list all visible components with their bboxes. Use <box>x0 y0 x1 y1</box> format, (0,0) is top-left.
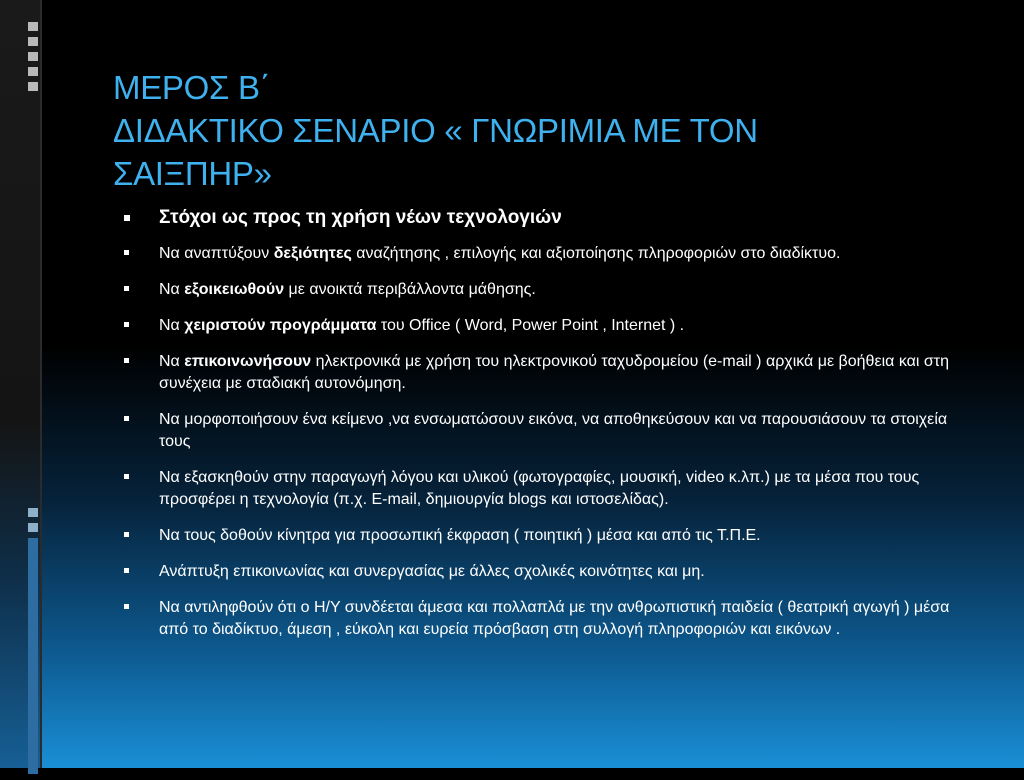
lead-bullet <box>122 205 967 231</box>
item-bold: επικοινωνήσουν <box>184 353 312 370</box>
square-bullet-icon <box>124 250 129 255</box>
item-text: Να <box>159 353 185 370</box>
list-item <box>122 243 967 265</box>
list-item <box>122 351 967 395</box>
square-bullet-icon <box>124 286 129 291</box>
square-bullet-icon <box>124 532 129 537</box>
top-decorative-marks <box>28 22 38 97</box>
item-text: Να αντιληφθούν ότι ο Η/Υ συνδέεται άμεσα και πολλαπλά με την ανθρωπιστική παιδεία ( θεατρική αγωγή ) μέσα από το διαδίκτυο, άμεση , εύκολη και ευρεία πρόσβαση στη συλλογή πληροφοριών και εικόνων . <box>159 599 950 638</box>
square-bullet-icon <box>124 358 129 363</box>
list-item <box>122 597 967 641</box>
decor-mark <box>28 22 38 31</box>
title-line: ΔΙΔΑΚΤΙΚΟ ΣΕΝΑΡΙΟ « ΓΝΩΡΙΜΙΑ ΜΕ ΤΟΝ <box>113 112 758 149</box>
decor-mark <box>28 523 38 532</box>
item-text: Να αναπτύξουν <box>159 245 274 262</box>
decor-mark <box>28 508 38 517</box>
item-text: του Office ( Word, Power Point , Internet ) . <box>376 317 685 334</box>
item-text: Να <box>159 317 185 334</box>
item-text: αναζήτησης , επιλογής και αξιοποίησης πληροφοριών στο διαδίκτυο. <box>351 245 841 262</box>
item-text: Να μορφοποιήσουν ένα κείμενο ,να ενσωματώσουν εικόνα, να αποθηκεύσουν και να παρουσιάσουν τα στοιχεία τους <box>159 411 948 450</box>
square-bullet-icon <box>124 474 129 479</box>
square-bullet-icon <box>124 322 129 327</box>
decor-mark <box>28 37 38 46</box>
list-item <box>122 525 967 547</box>
square-bullet-icon <box>124 604 129 609</box>
decor-mark <box>28 82 38 91</box>
item-bold: εξοικειωθούν <box>184 281 285 298</box>
item-bold: δεξιότητες <box>273 245 352 262</box>
title-line: ΣΑΙΞΠΗΡ» <box>113 155 272 192</box>
item-text: ηλεκτρονικά με χρήση του ηλεκτρονικού ταχυδρομείου (e-mail ) αρχικά με βοήθεια και στη συνέχεια με σταδιακή αυτονόμηση. <box>159 353 949 392</box>
list-item <box>122 409 967 453</box>
decor-mark <box>28 538 38 774</box>
bullet-list <box>122 205 967 655</box>
item-text: Να εξασκηθούν στην παραγωγή λόγου και υλικού (φωτογραφίες, μουσική, video κ.λπ.) με τα μέσα που τους προσφέρει η τεχνολογία (π.χ. E-mail, δημιουργία blogs και ιστοσελίδας). <box>159 469 920 508</box>
item-text: με ανοικτά περιβάλλοντα μάθησης. <box>284 281 536 298</box>
square-bullet-icon <box>124 568 129 573</box>
item-text: Να τους δοθούν κίνητρα για προσωπική έκφραση ( ποιητική ) μέσα και από τις Τ.Π.Ε. <box>159 527 761 544</box>
decor-mark <box>28 52 38 61</box>
decor-mark <box>28 67 38 76</box>
square-bullet-icon <box>124 416 129 421</box>
lead-text: Στόχοι ως προς τη χρήση νέων τεχνολογιών <box>159 207 562 228</box>
list-item <box>122 279 967 301</box>
list-item <box>122 315 967 337</box>
item-text: Ανάπτυξη επικοινωνίας και συνεργασίας με άλλες σχολικές κοινότητες και μη. <box>159 563 705 580</box>
bottom-decorative-marks <box>28 508 38 780</box>
square-bullet-icon <box>124 215 130 221</box>
list-item <box>122 561 967 583</box>
title-line: ΜΕΡΟΣ Β΄ <box>113 69 271 106</box>
slide-title <box>113 66 973 195</box>
item-text: Να <box>159 281 185 298</box>
list-item <box>122 467 967 511</box>
left-bar-edge <box>40 0 42 768</box>
item-bold: χειριστούν προγράμματα <box>184 317 377 334</box>
